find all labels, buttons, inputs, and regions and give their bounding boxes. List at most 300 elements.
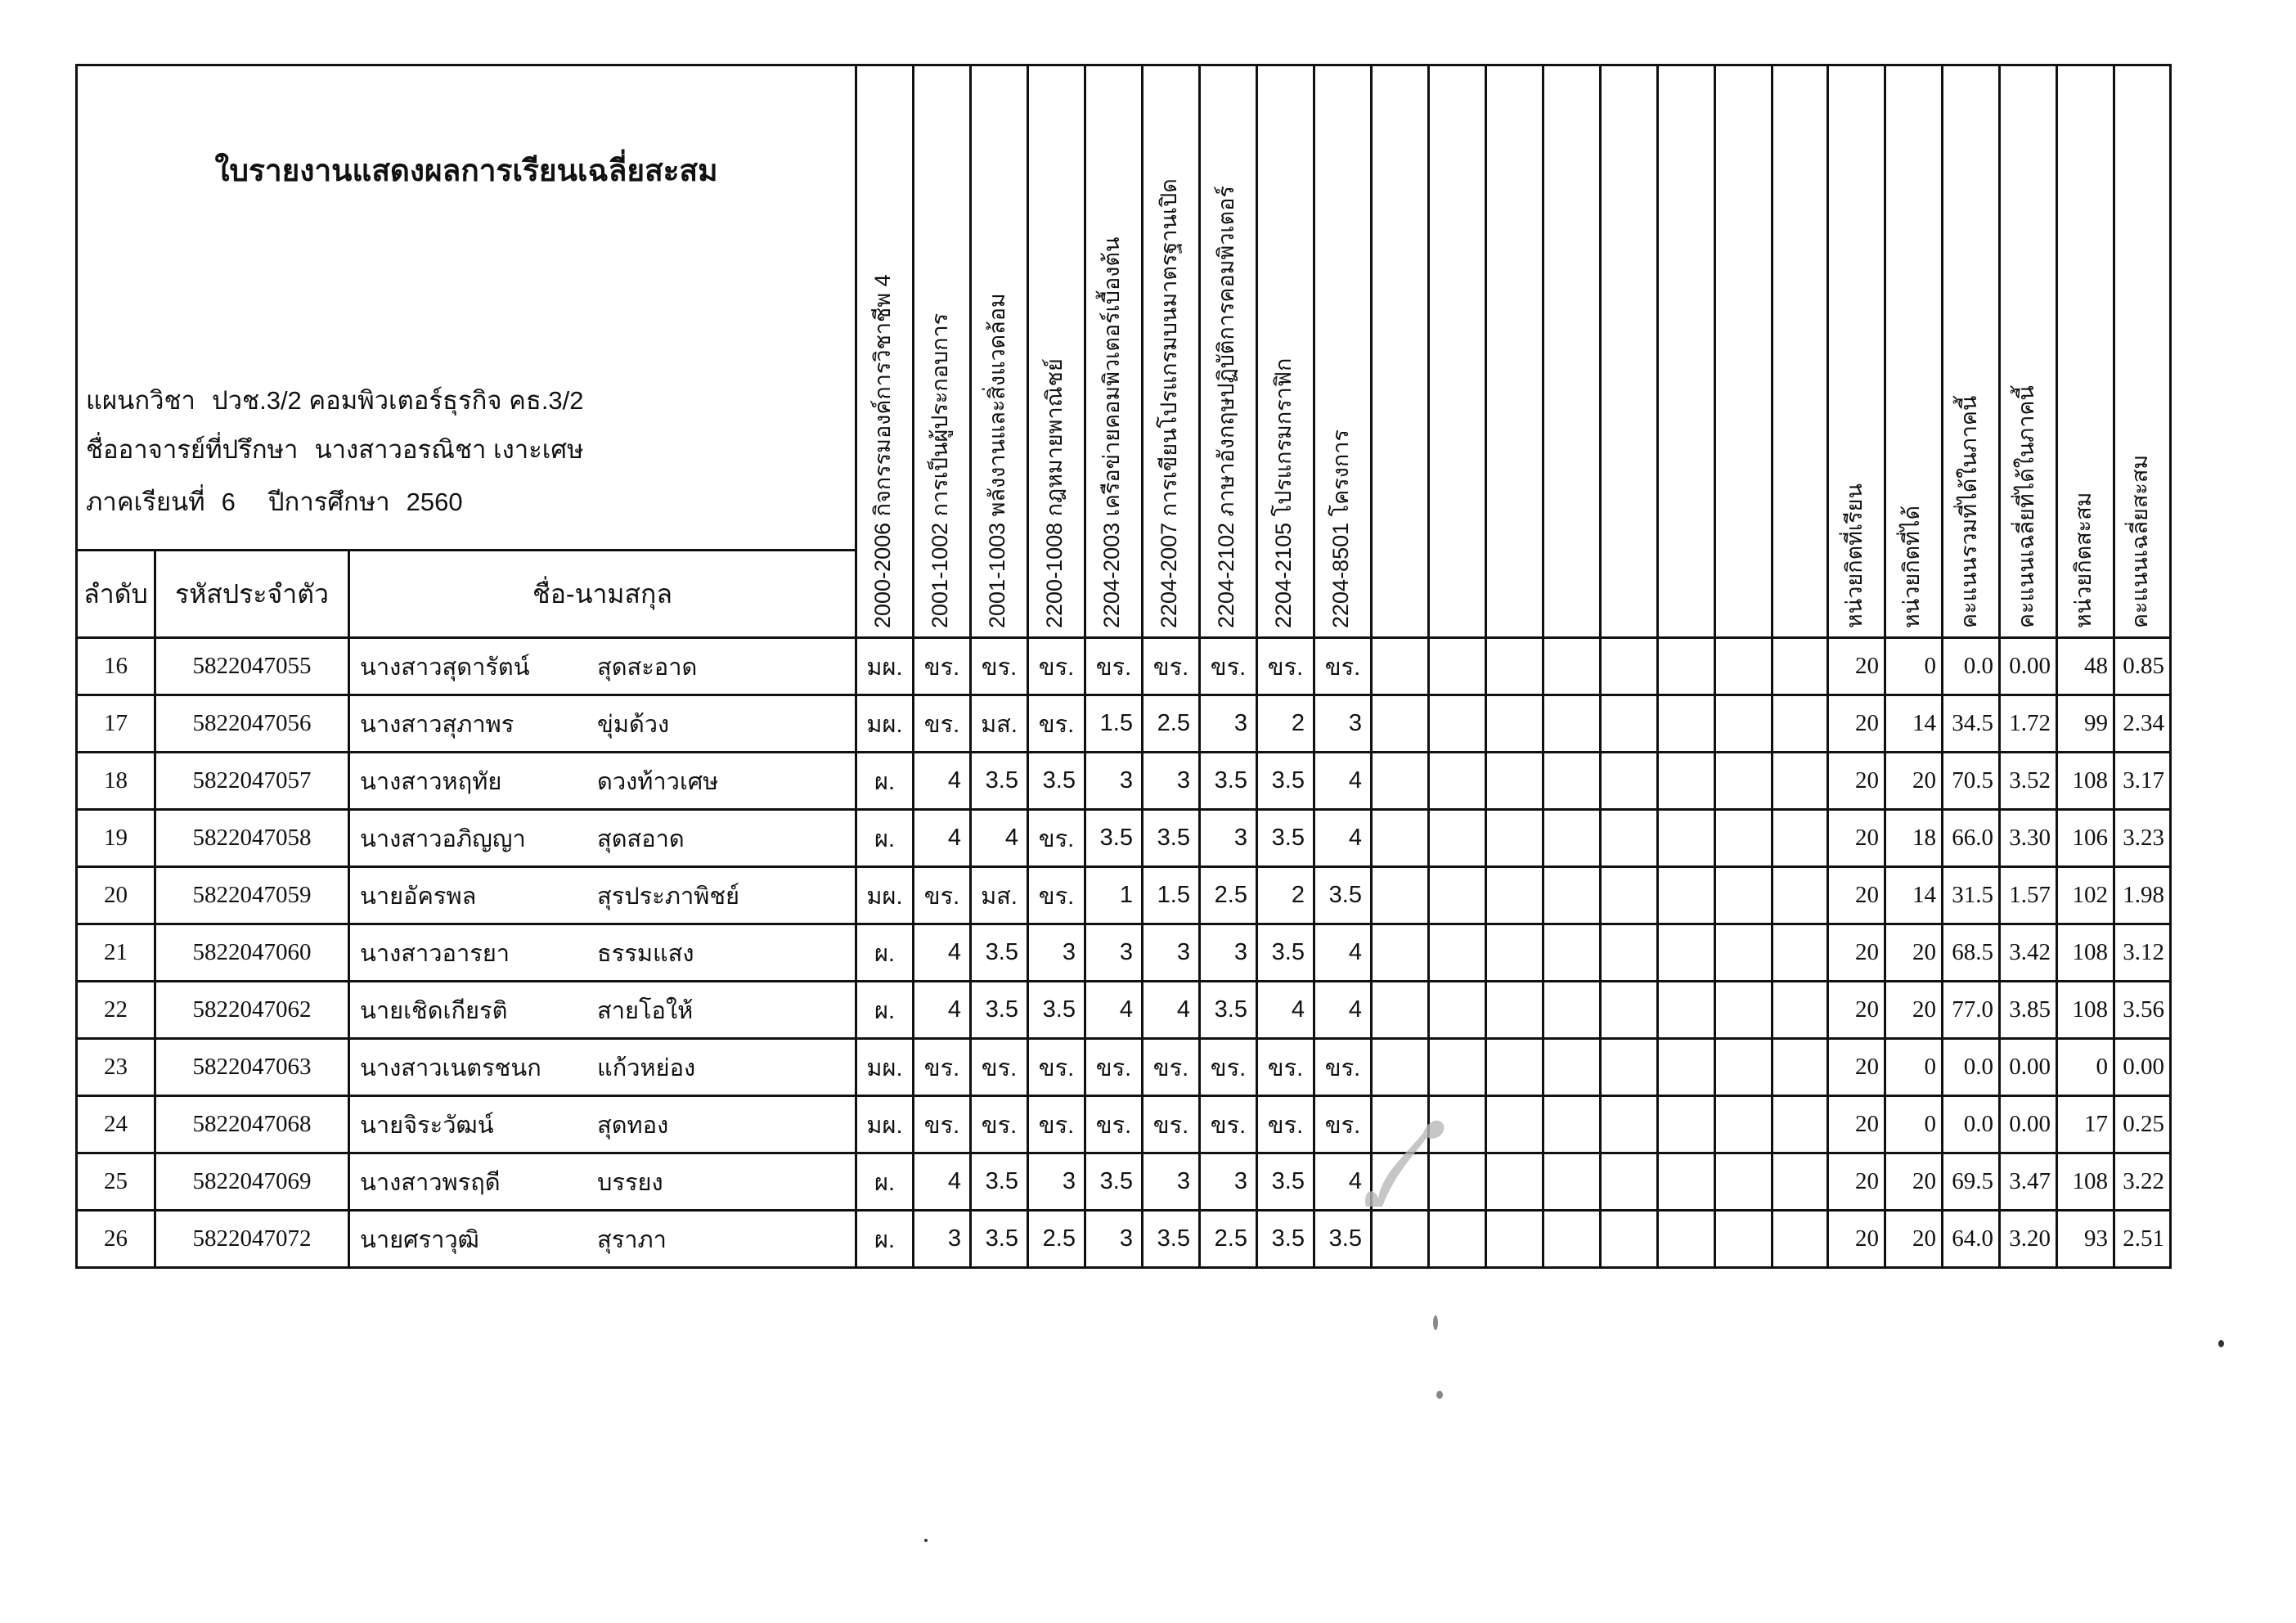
summary-cell: 3.22 [2114, 1153, 2171, 1211]
grade-cell: 3.5 [1200, 982, 1257, 1039]
student-first-name: นายอัครพล [360, 883, 477, 910]
student-name [349, 982, 856, 1039]
grade-cell: 3.5 [1257, 753, 1314, 810]
student-name [349, 753, 856, 810]
student-first-name: นางสาวหฤทัย [360, 768, 502, 795]
summary-column-header-label: คะแนนเฉลี่ยสะสม [2128, 454, 2152, 628]
grade-cell: ขร. [1257, 1096, 1314, 1153]
advisor-value: นางสาวอรณิชา เงาะเศษ [314, 435, 584, 464]
grade-cell: 1 [1085, 867, 1143, 924]
grade-cell: ขร. [1028, 695, 1085, 753]
subject-column-header [1257, 65, 1314, 638]
grade-cell: ผ. [856, 982, 914, 1039]
advisor-line [86, 429, 584, 470]
student-row [77, 1096, 2171, 1153]
summary-cell: 34.5 [1943, 695, 2000, 753]
student-first-name: นางสาวอภิญญา [360, 825, 526, 852]
summary-column-header-label: คะแนนเฉลี่ยที่ได้ในภาคนี้ [2013, 385, 2038, 628]
empty-grade-cell [1372, 924, 1429, 982]
grade-cell: 1.5 [1143, 867, 1200, 924]
student-last-name: ธรรมแสง [597, 940, 694, 967]
row-number: 25 [77, 1153, 155, 1211]
grade-cell: ขร. [1085, 638, 1143, 695]
empty-grade-cell [1715, 695, 1773, 753]
grade-cell: มผ. [856, 638, 914, 695]
grade-cell: 3 [1200, 924, 1257, 982]
summary-cell: 31.5 [1943, 867, 2000, 924]
empty-grade-cell [1429, 982, 1486, 1039]
empty-grade-cell [1429, 1039, 1486, 1096]
summary-cell: 106 [2057, 810, 2114, 867]
empty-grade-cell [1372, 1096, 1429, 1153]
summary-cell: 64.0 [1943, 1211, 2000, 1268]
grade-cell: 3.5 [971, 753, 1028, 810]
student-id: 5822047060 [155, 924, 349, 982]
empty-grade-cell [1601, 638, 1658, 695]
empty-subject-column-header [1773, 65, 1828, 638]
empty-grade-cell [1773, 924, 1828, 982]
semester-label: ภาคเรียนที่ [86, 488, 205, 516]
empty-grade-cell [1543, 982, 1601, 1039]
empty-grade-cell [1429, 1153, 1486, 1211]
empty-grade-cell [1543, 1039, 1601, 1096]
summary-cell: 2.51 [2114, 1211, 2171, 1268]
empty-grade-cell [1486, 924, 1543, 982]
grade-cell: ขร. [1200, 638, 1257, 695]
grade-cell: 2.5 [1200, 867, 1257, 924]
summary-cell: 66.0 [1943, 810, 2000, 867]
grade-cell: 3.5 [1085, 1153, 1143, 1211]
grade-cell: ขร. [914, 1039, 971, 1096]
empty-grade-cell [1429, 810, 1486, 867]
grade-cell: ขร. [1143, 1096, 1200, 1153]
scan-speck [2218, 1340, 2224, 1347]
grade-cell: 4 [1314, 810, 1372, 867]
column-header-no: ลำดับ [77, 551, 155, 638]
summary-cell: 0 [1885, 638, 1943, 695]
empty-grade-cell [1543, 1096, 1601, 1153]
student-last-name: สุรประภาพิชย์ [597, 883, 740, 910]
empty-grade-cell [1543, 695, 1601, 753]
grade-cell: 3 [1143, 924, 1200, 982]
grade-cell: 3.5 [971, 1153, 1028, 1211]
summary-cell: 0 [2057, 1039, 2114, 1096]
row-number: 21 [77, 924, 155, 982]
grade-cell: 3 [1028, 924, 1085, 982]
empty-grade-cell [1658, 753, 1715, 810]
subject-column-header [1028, 65, 1085, 638]
subject-column-header [1314, 65, 1372, 638]
subject-column-header-label: 2204-2102 ภาษาอังกฤษปฏิบัติการคอมพิวเตอร์ [1213, 186, 1238, 628]
student-last-name: แก้วหย่อง [597, 1054, 696, 1081]
empty-grade-cell [1543, 1211, 1601, 1268]
grade-cell: 3.5 [971, 1211, 1028, 1268]
grade-cell: 2.5 [1200, 1211, 1257, 1268]
grade-cell: 3.5 [971, 982, 1028, 1039]
summary-column-header-label: หน่วยกิตสะสม [2070, 492, 2096, 628]
summary-cell: 3.20 [2000, 1211, 2057, 1268]
summary-cell: 3.23 [2114, 810, 2171, 867]
grade-cell: 4 [1314, 924, 1372, 982]
summary-cell: 102 [2057, 867, 2114, 924]
empty-grade-cell [1658, 1039, 1715, 1096]
grade-cell: 3.5 [1314, 1211, 1372, 1268]
grade-cell: 3 [1314, 695, 1372, 753]
empty-grade-cell [1773, 1096, 1828, 1153]
student-row [77, 867, 2171, 924]
grade-cell: 4 [1085, 982, 1143, 1039]
empty-grade-cell [1372, 695, 1429, 753]
row-number: 19 [77, 810, 155, 867]
empty-grade-cell [1543, 753, 1601, 810]
department-line [86, 380, 584, 420]
summary-cell: 1.57 [2000, 867, 2057, 924]
grade-cell: 3 [1085, 924, 1143, 982]
empty-grade-cell [1601, 695, 1658, 753]
summary-cell: 0.25 [2114, 1096, 2171, 1153]
student-first-name: นายจิระวัฒน์ [360, 1112, 494, 1139]
summary-cell: 0.85 [2114, 638, 2171, 695]
subject-column-header-label: 2204-2007 การเขียนโปรแกรมบนมาตรฐานเปิด [1156, 178, 1181, 628]
student-row [77, 1039, 2171, 1096]
empty-grade-cell [1372, 1039, 1429, 1096]
student-last-name: สุราภา [597, 1226, 667, 1253]
grade-cell: ขร. [971, 638, 1028, 695]
summary-cell: 20 [1828, 1211, 1885, 1268]
empty-grade-cell [1601, 753, 1658, 810]
grade-report-sheet [75, 64, 2169, 1297]
student-name [349, 1039, 856, 1096]
empty-subject-column-header [1601, 65, 1658, 638]
summary-cell: 108 [2057, 1153, 2114, 1211]
student-last-name: สุดสะอาด [597, 654, 698, 681]
grade-cell: 2 [1257, 695, 1314, 753]
empty-subject-column-header [1658, 65, 1715, 638]
empty-subject-column-header [1715, 65, 1773, 638]
empty-grade-cell [1543, 924, 1601, 982]
department-value: ปวช.3/2 คอมพิวเตอร์ธุรกิจ คธ.3/2 [211, 386, 584, 415]
grade-cell: ผ. [856, 924, 914, 982]
student-row [77, 924, 2171, 982]
grade-cell: ขร. [1028, 1096, 1085, 1153]
grade-cell: ขร. [1314, 1039, 1372, 1096]
summary-column-header [1828, 65, 1885, 638]
student-name [349, 1153, 856, 1211]
empty-grade-cell [1429, 867, 1486, 924]
semester-line [86, 481, 463, 522]
summary-cell: 14 [1885, 867, 1943, 924]
row-number: 24 [77, 1096, 155, 1153]
student-first-name: นางสาวเนตรชนก [360, 1054, 541, 1081]
grade-cell: 4 [1143, 982, 1200, 1039]
summary-cell: 20 [1828, 810, 1885, 867]
department-label: แผนกวิชา [86, 386, 195, 415]
empty-grade-cell [1658, 1153, 1715, 1211]
summary-cell: 20 [1828, 753, 1885, 810]
grade-cell: 3 [1200, 810, 1257, 867]
summary-cell: 0 [1885, 1039, 1943, 1096]
empty-grade-cell [1429, 1211, 1486, 1268]
grade-cell: 4 [1314, 1153, 1372, 1211]
summary-cell: 3.12 [2114, 924, 2171, 982]
grade-cell: 3 [1200, 695, 1257, 753]
student-name [349, 867, 856, 924]
empty-grade-cell [1715, 1096, 1773, 1153]
summary-cell: 108 [2057, 924, 2114, 982]
summary-cell: 0.0 [1943, 638, 2000, 695]
grade-cell: ขร. [1257, 1039, 1314, 1096]
empty-grade-cell [1429, 753, 1486, 810]
summary-cell: 1.98 [2114, 867, 2171, 924]
student-first-name: นายศราวุฒิ [360, 1226, 479, 1253]
grade-cell: 4 [914, 810, 971, 867]
empty-grade-cell [1715, 638, 1773, 695]
grade-cell: 4 [914, 753, 971, 810]
grade-cell: 3.5 [1257, 924, 1314, 982]
subject-column-header [1085, 65, 1143, 638]
grade-cell: มส. [971, 867, 1028, 924]
empty-grade-cell [1773, 1211, 1828, 1268]
summary-cell: 20 [1885, 753, 1943, 810]
student-row [77, 695, 2171, 753]
subject-column-header-label: 2000-2006 กิจกรรมองค์การวิชาชีพ 4 [869, 274, 895, 628]
empty-grade-cell [1486, 982, 1543, 1039]
grade-cell: 4 [914, 982, 971, 1039]
empty-grade-cell [1486, 867, 1543, 924]
student-name [349, 924, 856, 982]
grade-cell: ขร. [914, 1096, 971, 1153]
student-name [349, 695, 856, 753]
grade-cell: 3.5 [1028, 982, 1085, 1039]
summary-column-header [2000, 65, 2057, 638]
summary-cell: 70.5 [1943, 753, 2000, 810]
grade-cell: 4 [914, 1153, 971, 1211]
student-last-name: ดวงท้าวเศษ [597, 768, 719, 795]
summary-column-header [1885, 65, 1943, 638]
summary-cell: 0.00 [2000, 1096, 2057, 1153]
empty-grade-cell [1715, 753, 1773, 810]
grade-cell: 4 [1257, 982, 1314, 1039]
empty-subject-column-header [1372, 65, 1429, 638]
student-last-name: ขุ่มด้วง [597, 711, 670, 738]
student-row [77, 1153, 2171, 1211]
grade-cell: 2 [1257, 867, 1314, 924]
grade-cell: 4 [914, 924, 971, 982]
summary-cell: 108 [2057, 982, 2114, 1039]
grade-cell: ขร. [1028, 867, 1085, 924]
grade-cell: มผ. [856, 867, 914, 924]
summary-cell: 77.0 [1943, 982, 2000, 1039]
report-header-block [77, 65, 856, 551]
summary-cell: 99 [2057, 695, 2114, 753]
empty-grade-cell [1601, 1153, 1658, 1211]
summary-cell: 3.52 [2000, 753, 2057, 810]
empty-grade-cell [1372, 867, 1429, 924]
empty-grade-cell [1543, 638, 1601, 695]
student-id: 5822047068 [155, 1096, 349, 1153]
student-first-name: นางสาวพรฤดี [360, 1169, 501, 1196]
semester-value: 6 [221, 488, 236, 516]
summary-cell: 0.00 [2000, 1039, 2057, 1096]
student-row [77, 1211, 2171, 1268]
student-last-name: บรรยง [597, 1169, 663, 1196]
empty-grade-cell [1372, 753, 1429, 810]
grade-cell: ขร. [1085, 1096, 1143, 1153]
grade-cell: 3.5 [1314, 867, 1372, 924]
grade-cell: 1.5 [1085, 695, 1143, 753]
empty-grade-cell [1658, 810, 1715, 867]
grade-cell: ผ. [856, 1153, 914, 1211]
empty-grade-cell [1601, 924, 1658, 982]
empty-grade-cell [1715, 924, 1773, 982]
grade-cell: ขร. [1143, 1039, 1200, 1096]
empty-grade-cell [1715, 867, 1773, 924]
subject-column-header [1200, 65, 1257, 638]
academic-year-label: ปีการศึกษา [267, 488, 390, 516]
grade-cell: 3.5 [1257, 1211, 1314, 1268]
grade-cell: 3 [1028, 1153, 1085, 1211]
empty-grade-cell [1486, 1211, 1543, 1268]
empty-grade-cell [1601, 867, 1658, 924]
report-title: ใบรายงานแสดงผลการเรียนเฉลี่ยสะสม [214, 154, 718, 187]
student-last-name: สุดทอง [597, 1112, 669, 1139]
summary-column-header-label: คะแนนรวมที่ได้ในภาคนี้ [1956, 395, 1981, 628]
empty-grade-cell [1658, 1211, 1715, 1268]
grade-cell: 3 [1200, 1153, 1257, 1211]
grade-cell: 4 [1314, 982, 1372, 1039]
summary-column-header [1943, 65, 2000, 638]
grade-cell: ขร. [971, 1039, 1028, 1096]
empty-grade-cell [1658, 695, 1715, 753]
grade-cell: 3.5 [1143, 1211, 1200, 1268]
summary-cell: 93 [2057, 1211, 2114, 1268]
summary-cell: 3.47 [2000, 1153, 2057, 1211]
empty-grade-cell [1773, 638, 1828, 695]
grade-cell: 3 [1085, 1211, 1143, 1268]
scan-speck [1433, 1315, 1438, 1330]
empty-grade-cell [1372, 1153, 1429, 1211]
empty-grade-cell [1773, 982, 1828, 1039]
empty-grade-cell [1715, 982, 1773, 1039]
summary-column-header [2057, 65, 2114, 638]
summary-cell: 0 [1885, 1096, 1943, 1153]
advisor-label: ชื่ออาจารย์ที่ปรึกษา [86, 435, 299, 464]
empty-grade-cell [1543, 867, 1601, 924]
summary-cell: 14 [1885, 695, 1943, 753]
empty-grade-cell [1601, 982, 1658, 1039]
summary-cell: 48 [2057, 638, 2114, 695]
empty-grade-cell [1773, 810, 1828, 867]
empty-grade-cell [1658, 924, 1715, 982]
grade-cell: 3.5 [1200, 753, 1257, 810]
empty-grade-cell [1486, 753, 1543, 810]
grade-cell: 3.5 [971, 924, 1028, 982]
grade-cell: 4 [971, 810, 1028, 867]
grade-cell: มผ. [856, 1096, 914, 1153]
empty-grade-cell [1543, 1153, 1601, 1211]
grade-cell: ขร. [914, 638, 971, 695]
empty-grade-cell [1486, 810, 1543, 867]
empty-grade-cell [1658, 982, 1715, 1039]
grade-cell: มส. [971, 695, 1028, 753]
student-first-name: นายเชิดเกียรติ [360, 997, 508, 1024]
summary-cell: 20 [1828, 638, 1885, 695]
grade-cell: มผ. [856, 695, 914, 753]
student-id: 5822047057 [155, 753, 349, 810]
row-number: 26 [77, 1211, 155, 1268]
student-row [77, 638, 2171, 695]
summary-column-header [2114, 65, 2171, 638]
grade-cell: 3 [1143, 1153, 1200, 1211]
subject-column-header-label: 2001-1002 การเป็นผู้ประกอบการ [927, 312, 952, 628]
summary-cell: 17 [2057, 1096, 2114, 1153]
student-first-name: นางสาวอารยา [360, 940, 510, 967]
grade-cell: ขร. [914, 695, 971, 753]
grade-cell: 3 [1143, 753, 1200, 810]
student-last-name: สุดสอาด [597, 825, 685, 852]
subject-column-header-label: 2204-2105 โปรแกรมกราฟิก [1270, 357, 1296, 628]
student-id: 5822047062 [155, 982, 349, 1039]
summary-cell: 0.0 [1943, 1039, 2000, 1096]
grade-cell: 3.5 [1143, 810, 1200, 867]
student-name [349, 1211, 856, 1268]
subject-column-header-label: 2204-2003 เครือข่ายคอมพิวเตอร์เบื้องต้น [1099, 236, 1124, 628]
empty-grade-cell [1601, 1096, 1658, 1153]
row-number: 20 [77, 867, 155, 924]
summary-cell: 20 [1828, 924, 1885, 982]
grade-cell: 3.5 [1085, 810, 1143, 867]
summary-cell: 3.56 [2114, 982, 2171, 1039]
empty-grade-cell [1601, 1211, 1658, 1268]
empty-grade-cell [1429, 695, 1486, 753]
summary-cell: 0.00 [2114, 1039, 2171, 1096]
summary-cell: 0.00 [2000, 638, 2057, 695]
summary-cell: 3.85 [2000, 982, 2057, 1039]
empty-grade-cell [1372, 982, 1429, 1039]
row-number: 22 [77, 982, 155, 1039]
grade-cell: 4 [1314, 753, 1372, 810]
subject-column-header [856, 65, 914, 638]
row-number: 17 [77, 695, 155, 753]
student-row [77, 982, 2171, 1039]
student-id: 5822047056 [155, 695, 349, 753]
row-number: 18 [77, 753, 155, 810]
grade-cell: ผ. [856, 753, 914, 810]
empty-grade-cell [1658, 638, 1715, 695]
student-first-name: นางสาวสุดารัตน์ [360, 654, 530, 681]
scan-speck [924, 1539, 928, 1542]
summary-cell: 3.17 [2114, 753, 2171, 810]
subject-column-header [971, 65, 1028, 638]
empty-grade-cell [1715, 1211, 1773, 1268]
empty-grade-cell [1543, 810, 1601, 867]
grade-cell: มผ. [856, 1039, 914, 1096]
grade-cell: 3 [1085, 753, 1143, 810]
empty-subject-column-header [1543, 65, 1601, 638]
subject-column-header [914, 65, 971, 638]
summary-cell: 20 [1828, 867, 1885, 924]
empty-subject-column-header [1429, 65, 1486, 638]
academic-year-value: 2560 [406, 488, 463, 516]
summary-cell: 2.34 [2114, 695, 2171, 753]
empty-subject-column-header [1486, 65, 1543, 638]
summary-cell: 3.42 [2000, 924, 2057, 982]
empty-grade-cell [1601, 1039, 1658, 1096]
student-row [77, 753, 2171, 810]
summary-cell: 20 [1885, 1153, 1943, 1211]
subject-column-header-label: 2200-1008 กฎหมายพาณิชย์ [1041, 358, 1067, 628]
grade-cell: ผ. [856, 810, 914, 867]
